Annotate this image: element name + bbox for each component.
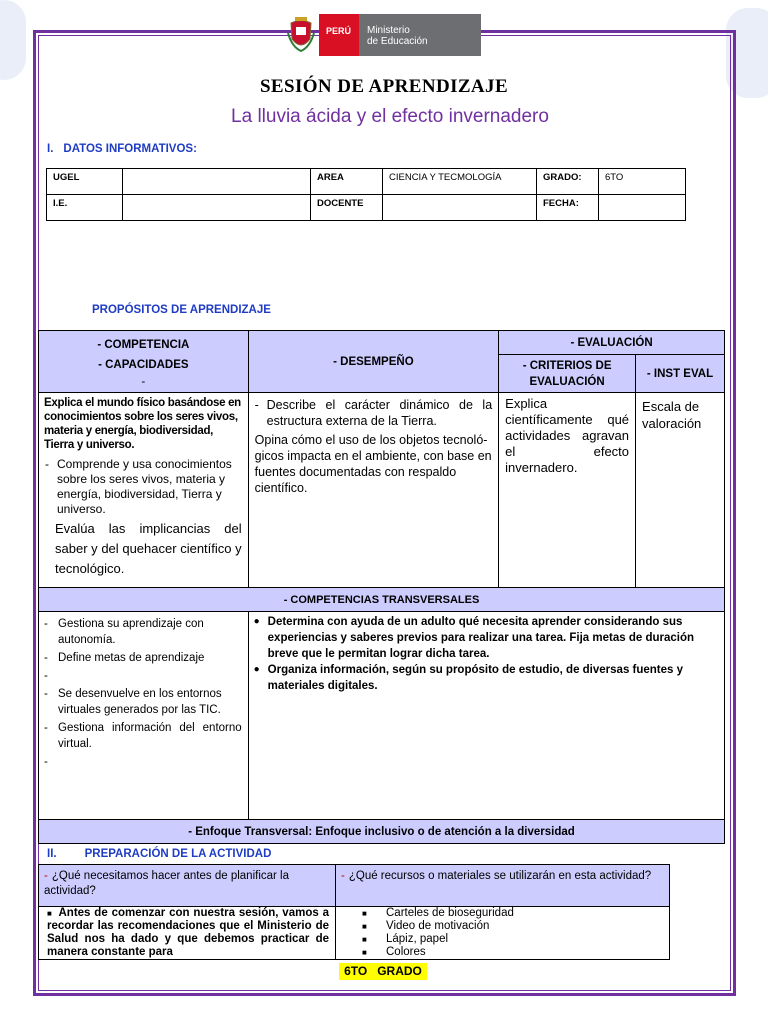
inst-eval-header: - INST EVAL bbox=[636, 355, 725, 393]
capacidades-header-label: - CAPACIDADES bbox=[98, 359, 189, 371]
section-2-label: PREPARACIÓN DE LA ACTIVIDAD bbox=[84, 848, 272, 860]
transversal-item: - Gestiona su aprendizaje con autonomía. bbox=[39, 614, 248, 648]
grado-value: 6TO bbox=[599, 169, 686, 195]
preparation-left-cell bbox=[39, 907, 336, 960]
ministry-logo bbox=[283, 14, 481, 56]
area-label: AREA bbox=[311, 169, 383, 195]
transversales-header: - COMPETENCIAS TRANSVERSALES bbox=[39, 588, 725, 612]
criterios-header: - CRITERIOS DE EVALUACIÓN bbox=[499, 355, 636, 393]
transversal-text: Gestiona información del entorno virtual. bbox=[58, 722, 242, 750]
transversal-bullet-text: Organiza información, según su propósito de estudio, de diversas fuentes y materiales digitales. bbox=[267, 664, 684, 692]
transversal-item: - bbox=[44, 756, 48, 768]
criterio-text: Explica científicamente qué actividades agravan el efecto invernadero. bbox=[505, 396, 630, 475]
peru-label: PERÚ bbox=[319, 14, 359, 56]
materials-cell bbox=[336, 907, 670, 960]
table-row bbox=[39, 907, 670, 960]
docente-label: DOCENTE bbox=[311, 195, 383, 221]
fecha-label: FECHA: bbox=[537, 195, 599, 221]
transversal-bullet: ● Determina con ayuda de un adulto qué necesita aprender considerando sus experiencias y saberes previos para realizar una tarea. Fija metas de duración breve que le permitan lograr dicha tarea. bbox=[249, 614, 724, 662]
capacidad-1-text: Comprende y usa conocimientos sobre los seres vivos, materia y energía, biodiversidad, Tierra y universo. bbox=[57, 457, 232, 516]
ugel-value bbox=[123, 169, 311, 195]
competencia-header bbox=[39, 331, 249, 393]
table-row bbox=[39, 588, 725, 612]
fecha-value bbox=[599, 195, 686, 221]
desempeno-header: - DESEMPEÑO bbox=[248, 331, 499, 393]
material-text: Video de motivación bbox=[386, 920, 490, 932]
question-left: - ¿Qué necesitamos hacer antes de planificar la actividad? bbox=[39, 865, 336, 907]
preparation-table bbox=[38, 864, 670, 960]
material-text: Lápiz, papel bbox=[386, 933, 449, 945]
transversal-bullet: ● Organiza información, según su propósito de estudio, de diversas fuentes y materiales digitales. bbox=[249, 662, 724, 694]
page-subtitle: La lluvia ácida y el efecto invernadero bbox=[231, 106, 549, 127]
purposes-table bbox=[38, 330, 725, 844]
section-2-number: II. bbox=[47, 848, 57, 860]
capacidad-item: - Comprende y usa conocimientos sobre los seres vivos, materia y energía, biodiversidad, Tierra y universo. bbox=[39, 452, 248, 517]
section-1-number: I. bbox=[47, 143, 54, 155]
competencia-text: Explica el mundo físico basándose en conocimientos sobre los seres vivos, materia y energía, biodiversidad, Tierra y universo. bbox=[44, 397, 241, 451]
preparation-left-text: Antes de comenzar con nuestra sesión, vamos a recordar las recomendaciones que el Ministerio de Salud nos ha dado y que debemos practicar de manera constante para bbox=[47, 907, 329, 958]
criterio-cell bbox=[499, 393, 636, 588]
desempeno-2-text: Opina cómo el uso de los objetos tecnoló- gicos impacta en el ambiente, con base en fuentes documentadas con respaldo científico. bbox=[254, 433, 492, 495]
transversal-item: - Se desenvuelve en los entornos virtuales generados por las TIC. bbox=[39, 684, 248, 718]
material-text: Colores bbox=[386, 946, 426, 958]
table-row bbox=[39, 820, 725, 844]
ministry-line-1: Ministerio bbox=[367, 25, 410, 36]
evaluacion-header: - EVALUACIÓN bbox=[499, 331, 725, 355]
ie-label: I.E. bbox=[47, 195, 123, 221]
ie-value bbox=[123, 195, 311, 221]
desempeno-cell bbox=[248, 393, 499, 588]
question-left-text: ¿Qué necesitamos hacer antes de planificar la actividad? bbox=[44, 870, 289, 897]
instrumento-cell bbox=[636, 393, 725, 588]
table-row bbox=[39, 612, 725, 820]
section-2-heading bbox=[47, 848, 299, 860]
transversal-item: - Gestiona información del entorno virtual. bbox=[44, 722, 242, 750]
blank-dash: - bbox=[141, 376, 146, 388]
area-value: CIENCIA Y TECMOLOGÍA bbox=[383, 169, 537, 195]
question-right-text: ¿Qué recursos o materiales se utilizarán en esta actividad? bbox=[348, 870, 652, 882]
transversal-item: - bbox=[44, 670, 48, 682]
transversal-item: - Define metas de aprendizaje bbox=[44, 652, 205, 664]
background-shape-left bbox=[0, 0, 26, 80]
transversal-bullet-text: Determina con ayuda de un adulto qué necesita aprender considerando sus experiencias y saberes previos para realizar una tarea. Fija metas de duración breve que le permitan lograr dicha tarea. bbox=[267, 616, 695, 660]
desempeno-item: - Describe el carácter dinámico de la estructura externa de la Tierra. bbox=[254, 398, 493, 428]
table-row bbox=[39, 865, 670, 907]
desempeno-1-text: Describe el carácter dinámico de la estructura externa de la Tierra. bbox=[266, 398, 493, 428]
section-1-label: DATOS INFORMATIVOS: bbox=[63, 143, 197, 155]
capacidad-2-text: Evalúa las implicancias del saber y del quehacer científico y tecnológico. bbox=[55, 521, 242, 576]
info-table bbox=[46, 168, 686, 221]
list-item: ■ Colores bbox=[362, 946, 426, 958]
transversal-text: Se desenvuelve en los entornos virtuales generados por las TIC. bbox=[58, 688, 222, 716]
transversal-text: Define metas de aprendizaje bbox=[58, 652, 205, 664]
grade-footer-label: 6TO GRADO bbox=[339, 963, 427, 980]
table-row bbox=[39, 393, 725, 588]
grado-label: GRADO: bbox=[537, 169, 599, 195]
page-title: SESIÓN DE APRENDIZAJE bbox=[259, 76, 509, 97]
table-row bbox=[47, 169, 686, 195]
table-row bbox=[47, 195, 686, 221]
list-item: ■ Carteles de bioseguridad bbox=[362, 907, 514, 919]
list-item: ■ Lápiz, papel bbox=[362, 933, 449, 945]
transversales-right-cell bbox=[248, 612, 724, 820]
transversales-left-cell bbox=[39, 612, 249, 820]
ugel-label: UGEL bbox=[47, 169, 123, 195]
table-row bbox=[39, 331, 725, 355]
section-1-heading bbox=[47, 143, 207, 155]
competencia-header-label: - COMPETENCIA bbox=[97, 339, 190, 351]
transversal-text: Gestiona su aprendizaje con autonomía. bbox=[58, 618, 204, 646]
question-right: - ¿Qué recursos o materiales se utilizarán en esta actividad? bbox=[336, 865, 670, 907]
coat-of-arms-icon bbox=[283, 14, 319, 56]
competencia-cell bbox=[39, 393, 249, 588]
ministry-label bbox=[359, 14, 481, 56]
docente-value bbox=[383, 195, 537, 221]
material-text: Carteles de bioseguridad bbox=[386, 907, 514, 919]
instrumento-text: Escala de valoración bbox=[642, 399, 702, 431]
preparation-left-item: ■ Antes de comenzar con nuestra sesión, vamos a recordar las recomendaciones que el Ministerio de Salud nos ha dado y que debemos practicar de manera constante para bbox=[47, 907, 329, 958]
purposes-heading: PROPÓSITOS DE APRENDIZAJE bbox=[92, 304, 271, 316]
list-item: ■ Video de motivación bbox=[362, 920, 490, 932]
materials-list bbox=[336, 907, 669, 959]
enfoque-transversal: - Enfoque Transversal: Enfoque inclusivo o de atención a la diversidad bbox=[39, 820, 725, 844]
ministry-line-2: de Educación bbox=[367, 36, 428, 47]
